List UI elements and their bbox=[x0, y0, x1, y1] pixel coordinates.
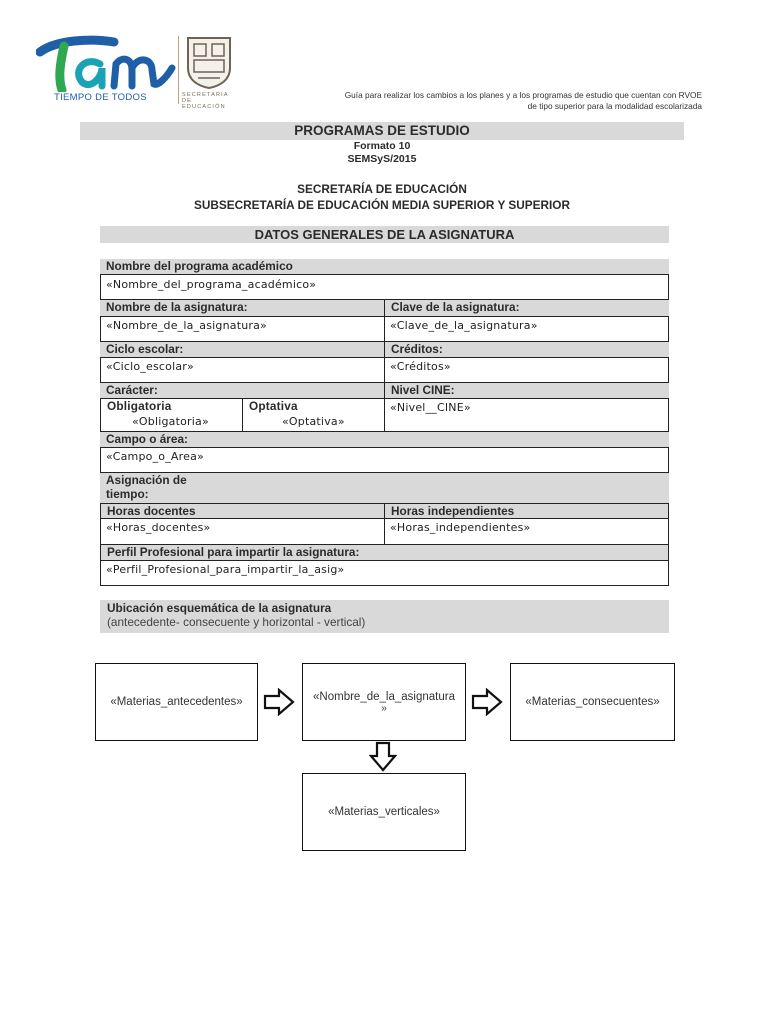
verticales-box: «Materias_verticales» bbox=[302, 773, 466, 851]
programa-label: Nombre del programa académico bbox=[100, 259, 669, 274]
tam-logo-mark bbox=[36, 34, 176, 92]
horas-docentes-field[interactable]: «Horas_docentes» bbox=[100, 518, 385, 545]
consecuentes-box: «Materias_consecuentes» bbox=[510, 663, 675, 741]
arrow-right-icon bbox=[471, 688, 503, 716]
clave-label: Clave de la asignatura: bbox=[384, 300, 669, 316]
programa-field[interactable]: «Nombre_del_programa_académico» bbox=[100, 274, 669, 300]
campo-field[interactable]: «Campo_o_Area» bbox=[100, 447, 669, 473]
coat-of-arms-icon bbox=[184, 34, 234, 90]
guide-line-2: de tipo superior para la modalidad escolarizada bbox=[527, 101, 702, 111]
caracter-label: Carácter: bbox=[100, 383, 384, 399]
campo-label: Campo o área: bbox=[100, 432, 669, 447]
horas-independientes-field[interactable]: «Horas_independientes» bbox=[384, 518, 669, 545]
obligatoria-field[interactable]: «Obligatoria» bbox=[132, 415, 209, 428]
guide-line-1: Guía para realizar los cambios a los planes y a los programas de estudio que cuentan con RVOE bbox=[344, 90, 702, 100]
optativa-field[interactable]: «Optativa» bbox=[282, 415, 345, 428]
tiempo-label-line-1: Asignación de bbox=[106, 473, 187, 487]
page-title: PROGRAMAS DE ESTUDIO bbox=[294, 123, 470, 138]
clave-field[interactable]: «Clave_de_la_asignatura» bbox=[384, 316, 669, 342]
asignatura-box-line-1: «Nombre_de_la_asignatura bbox=[313, 690, 455, 703]
creditos-field[interactable]: «Créditos» bbox=[384, 357, 669, 383]
optativa-label: Optativa bbox=[249, 399, 298, 413]
section-title: DATOS GENERALES DE LA ASIGNATURA bbox=[254, 227, 515, 242]
tiempo-label-line-2: tiempo: bbox=[106, 487, 149, 501]
antecedentes-box: «Materias_antecedentes» bbox=[95, 663, 258, 741]
logo-separator bbox=[178, 36, 179, 104]
logo-tagline: TIEMPO DE TODOS bbox=[54, 92, 147, 103]
secretaria: SECRETARÍA DE EDUCACIÓN bbox=[297, 182, 467, 196]
asignatura-box bbox=[302, 663, 466, 741]
seal-caption: SECRETARÍA DE EDUCACIÓN bbox=[182, 92, 229, 110]
ciclo-label: Ciclo escolar: bbox=[100, 342, 384, 358]
obligatoria-label: Obligatoria bbox=[107, 399, 172, 413]
arrow-right-icon bbox=[263, 688, 295, 716]
asignatura-field[interactable]: «Nombre_de_la_asignatura» bbox=[100, 316, 385, 342]
creditos-label: Créditos: bbox=[384, 342, 669, 358]
asignatura-box-line-2: » bbox=[381, 702, 387, 714]
format-number: Formato 10 bbox=[353, 140, 411, 152]
asignatura-label: Nombre de la asignatura: bbox=[100, 300, 384, 316]
ubicacion-title: Ubicación esquemática de la asignatura bbox=[107, 601, 332, 615]
institution-heading bbox=[80, 182, 684, 213]
format-code: SEMSyS/2015 bbox=[347, 153, 417, 165]
perfil-label: Perfil Profesional para impartir la asignatura: bbox=[100, 545, 669, 560]
horas-independientes-label: Horas independientes bbox=[384, 503, 669, 519]
arrow-down-icon bbox=[369, 741, 397, 772]
tiempo-label bbox=[100, 473, 669, 503]
ubicacion-subtitle: (antecedente- consecuente y horizontal - vertical) bbox=[107, 615, 366, 629]
perfil-field[interactable]: «Perfil_Profesional_para_impartir_la_asig» bbox=[100, 560, 669, 586]
horas-docentes-label: Horas docentes bbox=[100, 503, 385, 519]
nivel-label: Nivel CINE: bbox=[384, 383, 669, 399]
nivel-field[interactable]: «Nivel__CINE» bbox=[384, 398, 669, 432]
tam-logo bbox=[36, 34, 176, 104]
ciclo-field[interactable]: «Ciclo_escolar» bbox=[100, 357, 385, 383]
format-info bbox=[80, 140, 684, 166]
subsecretaria: SUBSECRETARÍA DE EDUCACIÓN MEDIA SUPERIOR Y SUPERIOR bbox=[193, 197, 571, 212]
guide-note bbox=[282, 90, 702, 112]
optativa-cell bbox=[242, 398, 385, 432]
obligatoria-cell bbox=[100, 398, 243, 432]
